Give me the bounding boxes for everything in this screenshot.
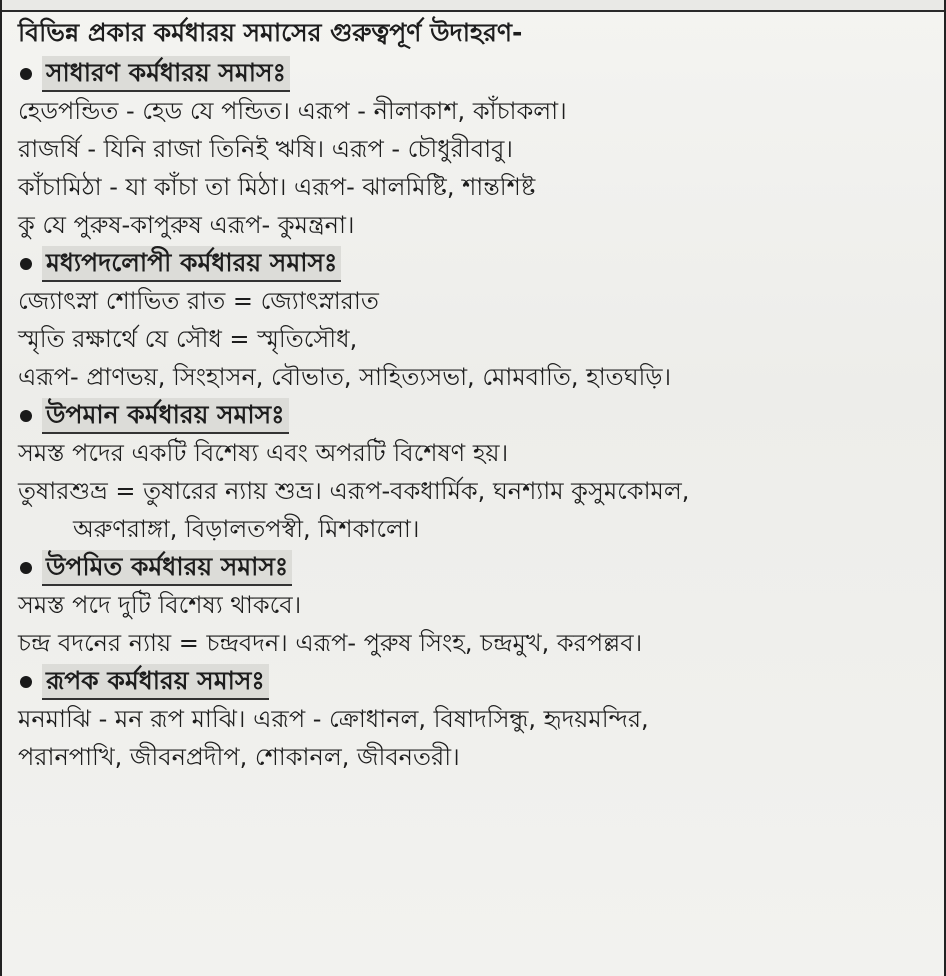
bullet-icon: [20, 676, 32, 688]
section-title-text: উপমান কর্মধারয় সমাসঃ: [42, 398, 289, 434]
page-heading: বিভিন্ন প্রকার কর্মধারয় সমাসের গুরুত্বপূর্ণ উদাহরণ-: [18, 18, 523, 47]
bullet-icon: [20, 258, 32, 270]
section-title-text: সাধারণ কর্মধারয় সমাসঃ: [42, 56, 290, 92]
section-title-text: রূপক কর্মধারয় সমাসঃ: [42, 664, 269, 700]
bullet-icon: [20, 410, 32, 422]
section-title-upamit: [18, 550, 928, 586]
content-area: [2, 12, 944, 776]
example-line: জ্যোৎস্না শোভিত রাত = জ্যোৎস্নারাত: [18, 287, 379, 315]
bullet-icon: [20, 562, 32, 574]
section-title-madhyapadalopi: [18, 246, 928, 282]
example-line: সমস্ত পদে দুটি বিশেষ্য থাকবে।: [18, 591, 302, 619]
example-line: মনমাঝি - মন রূপ মাঝি। এরূপ - ক্রোধানল, বিষাদসিন্ধু, হৃদয়মন্দির,: [18, 705, 649, 733]
example-line: রাজর্ষি - যিনি রাজা তিনিই ঋষি। এরূপ - চৌধুরীবাবু।: [18, 135, 513, 163]
section-title-general: [18, 56, 928, 92]
example-line: পরানপাখি, জীবনপ্রদীপ, শোকানল, জীবনতরী।: [18, 743, 460, 771]
bullet-icon: [20, 68, 32, 80]
example-line: স্মৃতি রক্ষার্থে যে সৌধ = স্মৃতিসৌধ,: [18, 325, 358, 353]
example-line: কাঁচামিঠা - যা কাঁচা তা মিঠা। এরূপ- ঝালমিষ্টি, শান্তশিষ্ট: [18, 173, 536, 201]
example-line: হেডপন্ডিত - হেড যে পন্ডিত। এরূপ - নীলাকাশ, কাঁচাকলা।: [18, 97, 567, 125]
section-title-text: মধ্যপদলোপী কর্মধারয় সমাসঃ: [42, 246, 341, 282]
section-title-rupak: [18, 664, 928, 700]
section-title-upaman: [18, 398, 928, 434]
example-line: তুষারশুভ্র = তুষারের ন্যায় শুভ্র। এরূপ-বকধার্মিক, ঘনশ্যাম কুসুমকোমল,: [18, 477, 690, 505]
section-title-text: উপমিত কর্মধারয় সমাসঃ: [42, 550, 292, 586]
example-line: চন্দ্র বদনের ন্যায় = চন্দ্রবদন। এরূপ- পুরুষ সিংহ, চন্দ্রমুখ, করপল্লব।: [18, 629, 643, 657]
example-line: এরূপ- প্রাণভয়, সিংহাসন, বৌভাত, সাহিত্যসভা, মোমবাতি, হাতঘড়ি।: [18, 363, 672, 391]
top-border: [2, 0, 944, 12]
example-line-continued: অরুণরাঙ্গা, বিড়ালতপস্বী, মিশকালো।: [73, 515, 420, 543]
example-line: কু যে পুরুষ-কাপুরুষ এরূপ- কুমন্ত্রনা।: [18, 211, 355, 239]
example-line: সমস্ত পদের একটি বিশেষ্য এবং অপরটি বিশেষণ হয়।: [18, 439, 509, 467]
